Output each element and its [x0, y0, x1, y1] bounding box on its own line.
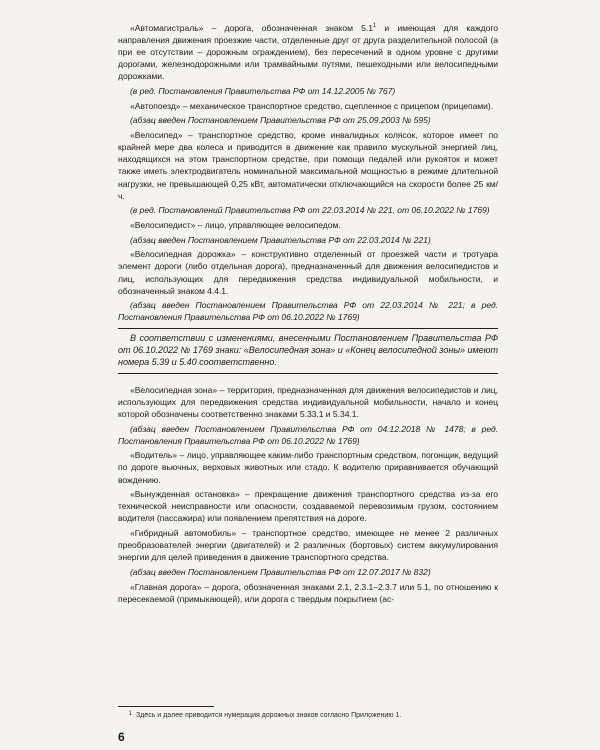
footnote-number: 1: [128, 711, 132, 717]
definition-cyclist: «Велосипедист» – лицо, управляющее велосипедом.: [130, 219, 341, 230]
footnote: [118, 710, 498, 720]
definition-driver: «Водитель» – лицо, управляющее каким-либо транспортным средством, погонщик, ведущий по дороге вьючных, верховых животных или стадо. К водителю приравнивается обучающий вождению.: [118, 450, 498, 485]
footnote-marker: 1: [372, 23, 377, 30]
amendment-note: (абзац введен Постановлением Правительства РФ от 04.12.2018 № 1478; в ред. Постановления Правительства РФ от 06.10.2022 № 1769): [118, 423, 498, 446]
definition-road-train: «Автопоезд» – механическое транспортное средство, сцепленное с прицепом (прицепами).: [130, 100, 494, 111]
definition-main-road: «Главная дорога» – дорога, обозначенная знаками 2.1, 2.3.1–2.3.7 или 5.1, по отношению к пересекаемой (примыкающей), или дорога с твердым покрытием (ас-: [118, 581, 498, 604]
footnote-divider: [118, 706, 214, 707]
sign-renumbering-notice: [118, 328, 498, 374]
definition-text-tail: и имеющая для каждого направления движения проезжие части, отделенные друг от друга разделительной полосой (а при ее отсутствии – дорожным ограждением), без пересечений в одном уровне с другими дорогами, железнодорожными или трамвайными путями, пешеходными или велосипедными дорожками.: [118, 23, 498, 82]
amendment-note: (в ред. Постановления Правительства РФ от 14.12.2005 № 767): [130, 86, 396, 97]
amendment-note: (абзац введен Постановлением Правительства РФ от 22.03.2014 № 221): [130, 234, 431, 245]
definition-bicycle-lane: «Велосипедная дорожка» – конструктивно отделенный от проезжей части и тротуара элемент дороги (либо отдельная дорога), предназначенный для движения велосипедистов и лиц, использующих для передвижения средства индивидуальной мобильности, и обозначенный знаком 4.4.1.: [118, 249, 498, 296]
definition-forced-stop: «Вынужденная остановка» – прекращение движения транспортного средства из-за его технической неисправности или опасности, создаваемой перевозимым грузом, состоянием водителя (пассажира) или появлением препятствия на дороге.: [118, 489, 498, 524]
amendment-note: (абзац введен Постановлением Правительства РФ от 12.07.2017 № 832): [130, 567, 431, 577]
amendment-note: (в ред. Постановлений Правительства РФ от 22.03.2014 № 221, от 06.10.2022 № 1769): [130, 205, 490, 216]
definition-bicycle-zone: «Велосипедная зона» – территория, предназначенная для движения велосипедистов и лиц, использующих для передвижения средства индивидуальной мобильности, начало и конец которой обозначены соответственно знаками 5.33.1 и 5.34.1.: [118, 384, 498, 419]
amendment-note: (абзац введен Постановлением Правительства РФ от 25.09.2003 № 595): [130, 115, 431, 126]
definition-bicycle: «Велосипед» – транспортное средство, кроме инвалидных колясок, которое имеет по крайней мере два колеса и приводится в движение как правило мускульной энергией лиц, находящихся на этом транспортном средстве, при помощи педалей или рукояток и может также иметь электродвигатель номинальной максимальной мощностью в режиме длительной нагрузки, не превышающей 0,25 кВт, автоматически отключающийся на скорости более 25 км/ч.: [118, 130, 498, 201]
page-number: 6: [118, 730, 125, 744]
amendment-note: (абзац введен Постановлением Правительства РФ от 22.03.2014 № 221; в ред. Постановления Правительства РФ от 06.10.2022 № 1769): [118, 300, 498, 323]
notice-text: В соответствии с изменениями, внесенными Постановлением Правительства РФ от 06.10.2022 № 1769 знаки: «Велосипедная зона» и «Конец велосипедной зоны» имеют номера 5.39 и 5.40 соответственно.: [118, 332, 498, 368]
definition-autobahn: [118, 22, 498, 82]
footnote-text: Здесь и далее приводится нумерация дорожных знаков согласно Приложению 1.: [136, 712, 402, 719]
definition-hybrid-car: «Гибридный автомобиль» – транспортное средство, имеющее не менее 2 различных преобразователей энергии (двигателей) и 2 различных (бортовых) систем аккумулирования энергии для целей приведения в движение транспортного средства.: [118, 528, 498, 563]
page-content: [118, 22, 498, 607]
definition-text: «Автомагистраль» – дорога, обозначенная знаком 5.1: [130, 23, 373, 33]
